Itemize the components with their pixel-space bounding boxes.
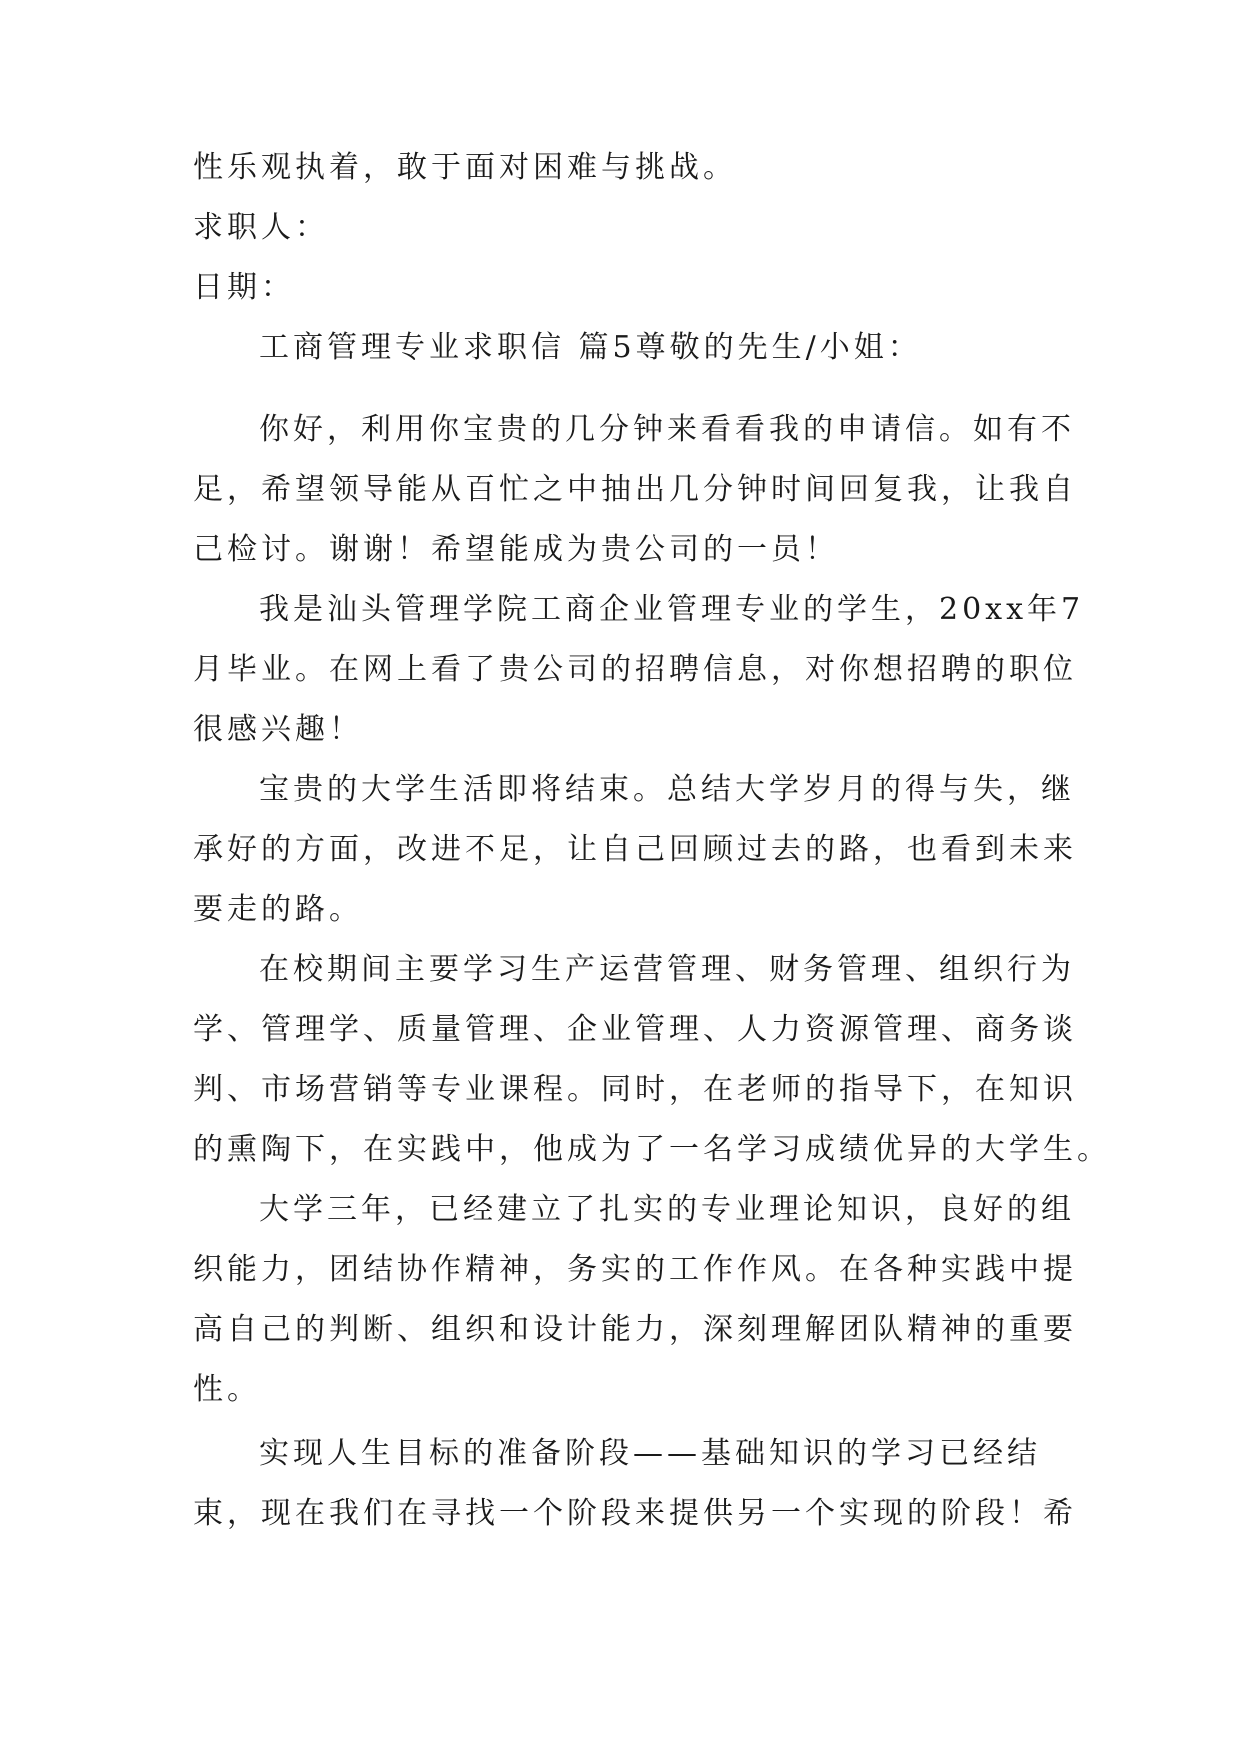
paragraph-line: 你好，利用你宝贵的几分钟来看看我的申请信。如有不 (259, 412, 1075, 447)
paragraph-line: 织能力，团结协作精神，务实的工作作风。在各种实践中提 (193, 1252, 1077, 1287)
paragraph-line: 判、市场营销等专业课程。同时，在老师的指导下，在知识 (193, 1072, 1077, 1107)
paragraph-line: 大学三年，已经建立了扎实的专业理论知识，良好的组 (259, 1192, 1075, 1227)
paragraph-line: 束，现在我们在寻找一个阶段来提供另一个实现的阶段！希 (193, 1496, 1077, 1531)
paragraph-line: 实现人生目标的准备阶段——基础知识的学习已经结 (259, 1436, 1041, 1471)
paragraph-line: 学、管理学、质量管理、企业管理、人力资源管理、商务谈 (193, 1012, 1077, 1047)
text-line: 性乐观执着，敢于面对困难与挑战。 (193, 150, 737, 185)
paragraph-line: 要走的路。 (193, 892, 363, 927)
paragraph-line: 宝贵的大学生活即将结束。总结大学岁月的得与失，继 (259, 772, 1075, 807)
paragraph-line: 高自己的判断、组织和设计能力，深刻理解团队精神的重要 (193, 1312, 1077, 1347)
paragraph-line: 在校期间主要学习生产运营管理、财务管理、组织行为 (259, 952, 1075, 987)
paragraph-line: 的熏陶下，在实践中，他成为了一名学习成绩优异的大学生。 (193, 1132, 1111, 1167)
applicant-label: 求职人： (193, 210, 329, 245)
paragraph-line: 月毕业。在网上看了贵公司的招聘信息，对你想招聘的职位 (193, 652, 1077, 687)
letter-heading: 工商管理专业求职信 篇5尊敬的先生/小姐： (259, 330, 922, 365)
paragraph-line: 足，希望领导能从百忙之中抽出几分钟时间回复我，让我自 (193, 472, 1077, 507)
paragraph-line: 性。 (193, 1372, 261, 1407)
paragraph-line: 承好的方面，改进不足，让自己回顾过去的路，也看到未来 (193, 832, 1077, 867)
paragraph-line: 很感兴趣！ (193, 712, 363, 747)
letter-body (193, 400, 1111, 1544)
paragraph-line: 我是汕头管理学院工商企业管理专业的学生，20xx年7 (259, 592, 1085, 627)
date-label: 日期： (193, 270, 295, 305)
closing-paragraph (193, 138, 1053, 378)
paragraph-line: 己检讨。谢谢！希望能成为贵公司的一员！ (193, 532, 839, 567)
